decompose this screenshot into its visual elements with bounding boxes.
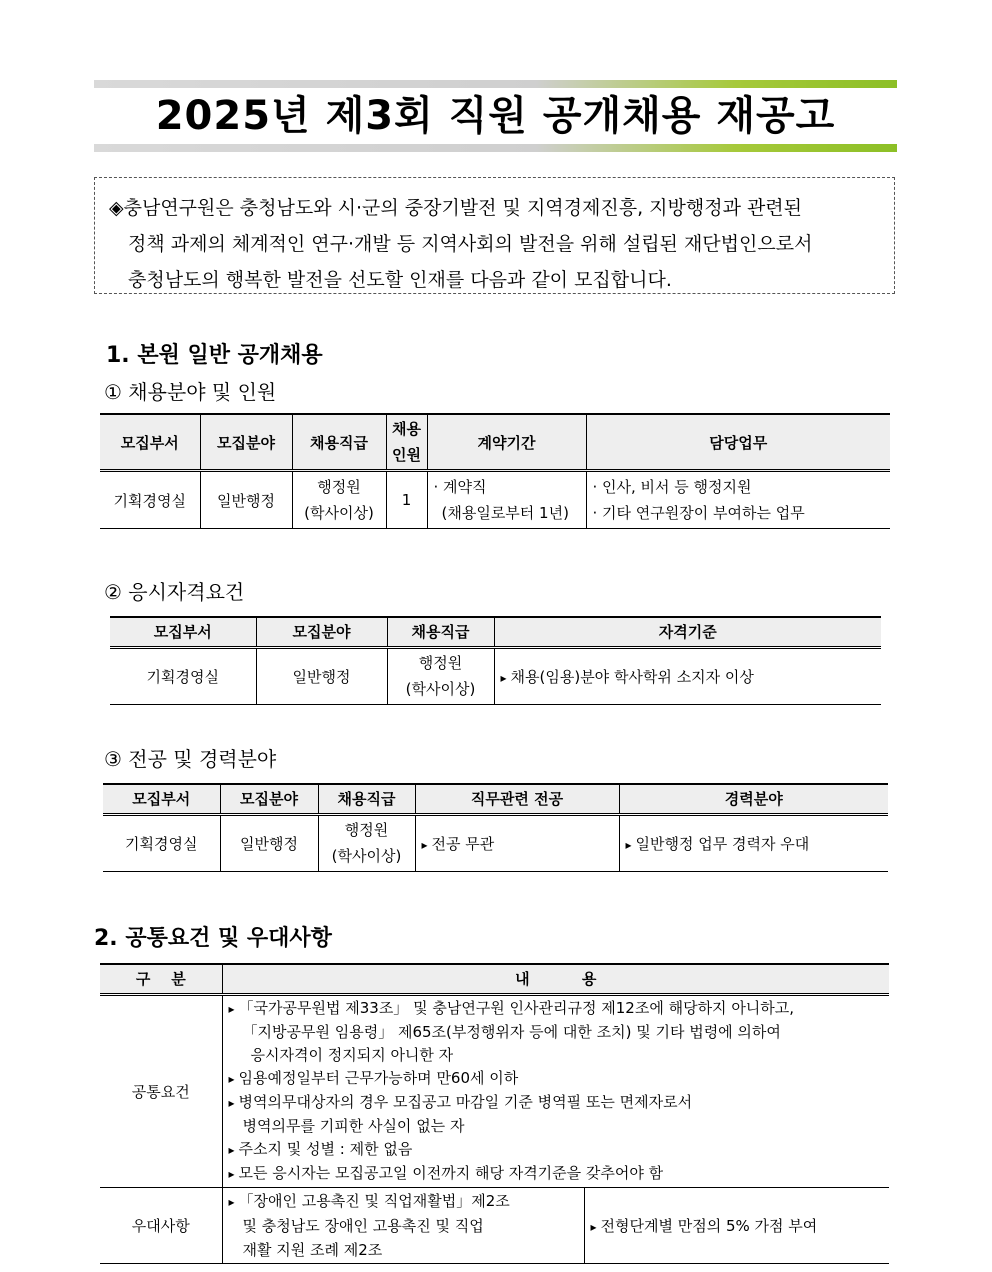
qualification-table — [110, 616, 881, 705]
cell-field: 일반행정 — [220, 814, 318, 871]
cell-preference-benefit: ▸ 전형단계별 만점의 5% 가점 부여 — [584, 1187, 889, 1263]
triangle-bullet-icon — [501, 668, 511, 686]
header-period: 계약기간 — [427, 414, 586, 471]
title-bar-top — [94, 80, 897, 88]
intro-box — [94, 177, 895, 294]
table-row — [100, 471, 890, 529]
intro-line-1: ◈충남연구원은 충청남도와 시·군의 중장기발전 및 지역경제진흥, 지방행정과 관련된 — [109, 197, 803, 219]
recruitment-table — [100, 413, 890, 529]
subsection-2-heading: ② 응시자격요건 — [104, 580, 245, 604]
diamond-bullet-icon: ◈ — [109, 197, 124, 219]
cell-dept: 기획경영실 — [110, 647, 256, 704]
header-grade: 채용직급 — [318, 784, 415, 814]
header-dept: 모집부서 — [103, 784, 220, 814]
cell-grade: 행정원 (학사이상) — [387, 647, 494, 704]
triangle-bullet-icon — [229, 1192, 239, 1210]
header-field: 모집분야 — [220, 784, 318, 814]
triangle-bullet-icon — [229, 1140, 239, 1158]
cell-common-label: 공통요건 — [100, 994, 222, 1187]
triangle-bullet-icon — [229, 1069, 239, 1087]
header-grade: 채용직급 — [292, 414, 386, 471]
major-career-table — [103, 783, 888, 872]
cell-major: ▸ 전공 무관 — [415, 814, 619, 871]
section-2-heading: 2. 공통요건 및 우대사항 — [94, 926, 332, 951]
header-dept: 모집부서 — [110, 617, 256, 647]
page-title: 2025년 제3회 직원 공개채용 재공고 — [155, 93, 836, 139]
table-row-preference — [100, 1187, 889, 1263]
cell-period: · 계약직 (채용일로부터 1년) — [427, 471, 586, 529]
table-row-common — [100, 994, 889, 1187]
table-row — [103, 814, 888, 871]
subsection-3-heading: ③ 전공 및 경력분야 — [104, 747, 277, 771]
section-1-heading: 1. 본원 일반 공개채용 — [106, 343, 323, 368]
requirements-table — [100, 963, 889, 1264]
cell-preference-law: ▸ 「장애인 고용촉진 및 직업재활법」제2조 및 충청남도 장애인 고용촉진 및 직업 재활 지원 조례 제2조 — [222, 1187, 584, 1263]
cell-field: 일반행정 — [256, 647, 387, 704]
cell-preference-label: 우대사항 — [100, 1187, 222, 1263]
cell-career: ▸ 일반행정 업무 경력자 우대 — [619, 814, 888, 871]
cell-duty: · 인사, 비서 등 행정지원 · 기타 연구원장이 부여하는 업무 — [586, 471, 890, 529]
header-dept: 모집부서 — [100, 414, 200, 471]
triangle-bullet-icon — [229, 999, 239, 1017]
triangle-bullet-icon — [422, 835, 432, 853]
cell-grade: 행정원 (학사이상) — [292, 471, 386, 529]
header-field: 모집분야 — [256, 617, 387, 647]
cell-field: 일반행정 — [200, 471, 292, 529]
table-row — [110, 647, 881, 704]
intro-line-3: 충청남도의 행복한 발전을 선도할 인재를 다음과 같이 모집합니다. — [128, 269, 672, 291]
cell-common-content: ▸ 「국가공무원법 제33조」 및 충남연구원 인사관리규정 제12조에 해당하지 아니하고, 「지방공무원 임용령」 제65조(부정행위자 등에 대한 조치) 및 기타 법령에 의하여 응시자격이 정지되지 아니한 자 ▸ 임용예정일부터 근무가능하며 만60세 이하 ▸ 병역의무대상자의 경우 모집공고 마감일 기준 병역필 또는 면제자로서 병역의무를 기피한 사실이 없는 자 ▸ 주소지 및 성별 : 제한 없음 ▸ 모든 응시자는 모집공고일 이전까지 해당 자격기준을 갖추어야 함 — [222, 994, 889, 1187]
header-grade: 채용직급 — [387, 617, 494, 647]
subsection-1-heading: ① 채용분야 및 인원 — [104, 380, 277, 404]
header-criteria: 자격기준 — [494, 617, 881, 647]
header-career: 경력분야 — [619, 784, 888, 814]
header-category: 구 분 — [100, 964, 222, 994]
intro-line-2: 정책 과제의 체계적인 연구·개발 등 지역사회의 발전을 위해 설립된 재단법인으로서 — [128, 233, 813, 255]
header-content: 내 용 — [222, 964, 889, 994]
triangle-bullet-icon — [626, 835, 636, 853]
cell-criteria: ▸ 채용(임용)분야 학사학위 소지자 이상 — [494, 647, 881, 704]
triangle-bullet-icon — [229, 1093, 239, 1111]
header-duty: 담당업무 — [586, 414, 890, 471]
triangle-bullet-icon — [229, 1164, 239, 1182]
header-major: 직무관련 전공 — [415, 784, 619, 814]
title-band — [94, 80, 897, 152]
title-bar-bottom — [94, 144, 897, 152]
cell-count: 1 — [386, 471, 427, 529]
triangle-bullet-icon — [591, 1217, 601, 1235]
cell-grade: 행정원 (학사이상) — [318, 814, 415, 871]
cell-dept: 기획경영실 — [100, 471, 200, 529]
cell-dept: 기획경영실 — [103, 814, 220, 871]
header-field: 모집분야 — [200, 414, 292, 471]
header-count: 채용 인원 — [386, 414, 427, 471]
